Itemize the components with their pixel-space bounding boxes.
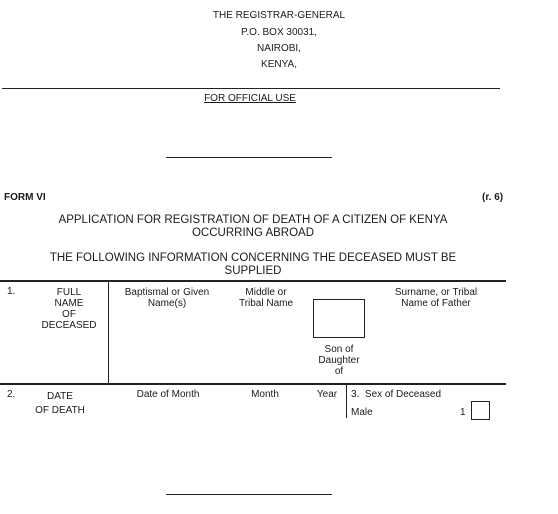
baptismal-name-header (112, 287, 222, 309)
surname-header (378, 287, 494, 309)
middle-header-line: Middle or (245, 287, 287, 298)
section1-label-line: FULL (56, 287, 82, 298)
section2-label-line: DATE (47, 391, 73, 402)
address-line-3: NAIROBI, (257, 43, 301, 54)
section1-label (40, 287, 98, 331)
section2-number: 2. (7, 389, 16, 400)
section2-label (30, 389, 90, 417)
middle-header-line: Tribal Name (238, 298, 294, 309)
address-line-2: P.O. BOX 30031, (241, 27, 317, 38)
rule-reference: (r. 6) (482, 192, 504, 203)
header-divider (2, 88, 500, 89)
section1-label-line: DECEASED (41, 320, 97, 331)
year-header: Year (316, 389, 338, 400)
info-line-1: THE FOLLOWING INFORMATION CONCERNING THE DECEASED MUST BE (49, 252, 457, 264)
address-line-1: THE REGISTRAR-GENERAL (212, 10, 346, 21)
official-signature-line (166, 157, 332, 158)
surname-header-line: Name of Father (401, 298, 471, 309)
table-top-rule (0, 280, 506, 282)
official-use-label: FOR OFFICIAL USE (204, 93, 296, 104)
baptismal-header-line: Baptismal or Given (124, 287, 210, 298)
form-title-line-2: OCCURRING ABROAD (191, 227, 315, 239)
form-title-line-1: APPLICATION FOR REGISTRATION OF DEATH OF A CITIZEN OF KENYA (58, 214, 448, 226)
address-line-4: KENYA, (261, 59, 297, 70)
section1-label-line: NAME (54, 298, 84, 309)
son-daughter-line: of (334, 366, 344, 377)
male-code: 1 (460, 407, 466, 418)
date-of-month-header: Date of Month (136, 389, 200, 400)
son-daughter-label (306, 344, 372, 377)
section2-label-line: OF DEATH (35, 405, 85, 416)
section1-number: 1. (7, 286, 16, 297)
form-number: FORM VI (4, 192, 46, 203)
month-header: Month (251, 389, 279, 400)
bottom-signature-line (166, 494, 332, 495)
info-line-2: SUPPLIED (224, 265, 282, 277)
surname-header-line: Surname, or Tribal (394, 287, 478, 298)
male-label: Male (351, 407, 373, 418)
section1-label-line: OF (62, 309, 76, 320)
male-checkbox[interactable] (471, 401, 490, 420)
sex-of-deceased-header: 3. Sex of Deceased (351, 389, 442, 400)
section1-label-divider (108, 282, 109, 383)
section3-divider (346, 385, 347, 418)
son-daughter-line: Son of (324, 344, 354, 355)
middle-name-header (228, 287, 304, 309)
son-daughter-line: Daughter (318, 355, 360, 366)
son-daughter-checkbox[interactable] (313, 299, 365, 338)
baptismal-header-line: Name(s) (147, 298, 187, 309)
table-row-divider (0, 383, 506, 385)
